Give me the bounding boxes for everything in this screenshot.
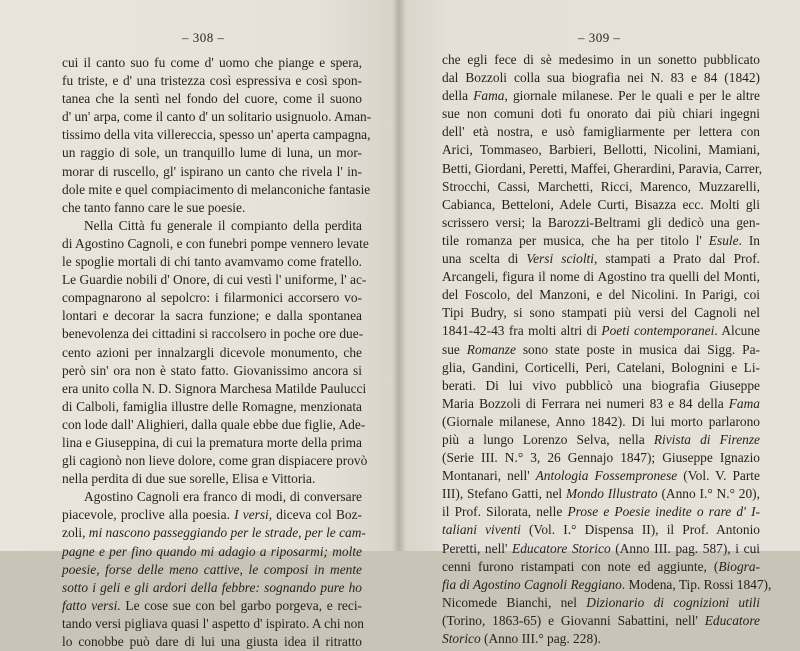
text-line: della Fama, giornale milanese. Per le quali e per le altre: [442, 88, 760, 104]
text-line: sotto i geli e gli ardori della febbre: sognando pure ho: [62, 579, 362, 595]
text-line: scrissero versi; la Barozzi-Beltrami gli dedicò una gen-: [442, 214, 760, 230]
text-line: Nella Città fu generale il compianto della perdita: [84, 217, 362, 233]
text-line: che tanto fanno care le sue poesie.: [62, 199, 246, 215]
text-line: con lode dall' Alighieri, dalla quale ebbe due figlie, Ade-: [62, 416, 366, 432]
text-line: zoli, mi nascono passeggiando per le strade, per le cam-: [62, 525, 366, 541]
text-line: però sin' ora non è stato fatto. Giovanissimo ancora si: [62, 362, 362, 378]
right-page: [398, 0, 800, 646]
book-gutter: [392, 0, 406, 551]
text-line: lo conobbe può dare di lui una giusta idea il ritratto: [62, 634, 362, 649]
text-line: che egli fece di sè medesimo in un sonetto pubblicato: [442, 52, 760, 67]
text-line: fu triste, e d' una tristezza così espressiva e così spon-: [62, 73, 362, 89]
text-line: nella perdita di due sue sorelle, Elisa e Vittoria.: [62, 471, 316, 487]
text-line: Montanari, nell' Antologia Fossempronese (Vol. V. Parte: [442, 468, 760, 484]
page-number-right: – 309 –: [578, 30, 621, 45]
right-page-text: [442, 51, 772, 648]
text-line: Peretti, nell' Educatore Storico (Anno III. pag. 587), i cui: [442, 540, 760, 556]
text-line: Nicomede Bianchi, nel Dizionario di cognizioni utili: [442, 594, 760, 610]
text-line: benevolenza dei cittadini si raccolsero in poche ore due-: [62, 326, 364, 342]
text-line: del Foscolo, del Manzoni, e del Nicolini. In Parigi, coi: [442, 287, 760, 303]
text-line: il Prof. Silorata, nelle Prose e Poesie inedite o rare d' I-: [442, 504, 760, 520]
text-line: lontari e decorar la sacra funzione; e dalla spontanea: [62, 308, 362, 324]
text-line: 1841-42-43 fra molti altri di Poeti contemporanei. Alcune: [442, 323, 760, 339]
text-line: cento azioni per innalzargli dicevole monumento, che: [62, 344, 362, 360]
text-line: un raggio di sole, un tranquillo lume di luna, un mor-: [62, 145, 362, 161]
text-line: dell' età nostra, e usò famigliarmente per lettera con: [442, 124, 760, 140]
page-number-left: – 308 –: [182, 30, 225, 45]
text-line: Agostino Cagnoli era franco di modi, di conversare: [84, 489, 362, 505]
text-line: poesie, forse delle meno cattive, le composi in mente: [62, 561, 363, 577]
text-line: tando versi pigliava quasi l' aspetto d' ispirato. A chi non: [62, 615, 364, 631]
text-line: sue non comuni doti fu onorato dai più chiari ingegni: [442, 106, 760, 122]
text-line: (Torino, 1863-65) e Giovanni Sabattini, nell' Educatore: [442, 612, 760, 628]
text-line: tanea che la sentì nel fondo del cuore, come il suono: [62, 91, 362, 107]
text-line: Maria Bozzoli di Ferrara nei numeri 83 e 84 della Fama: [442, 395, 760, 411]
text-line: morar di ruscello, gl' ispirano un canto che rivela l' in-: [62, 163, 362, 179]
text-line: taliani viventi (Vol. I.° Dispensa II), il Prof. Antonio: [442, 522, 760, 538]
text-line: dal Bozzoli colla sua biografia nei N. 83 e 84 (1842): [442, 70, 760, 86]
text-line: III), Stefano Gatti, nel Mondo Illustrato (Anno I.° N.° 20),: [442, 486, 760, 502]
text-line: tile romanza per musica, che ha per titolo l' Esule. In: [442, 232, 760, 248]
text-line: pagne e per fino quando mi adagio a riposarmi; molte: [62, 543, 362, 559]
text-line: compagnarono al sepolcro: i filarmonici accorsero vo-: [62, 290, 362, 306]
text-line: Tipi Budry, si sono stampati più versi del Cagnoli nel: [442, 305, 760, 321]
left-page-text: [62, 54, 372, 651]
text-line: berati. Di lui vivo pubblicò una biografia Giuseppe: [442, 377, 760, 393]
text-line: cenni furono ristampati con note ed aggiunte, (Biogra-: [442, 558, 760, 574]
text-line: glia, Gandini, Corticelli, Peri, Catelani, Bolognini e Li-: [442, 359, 760, 375]
text-line: cui il canto suo fu come d' uomo che piange e spera,: [62, 55, 362, 70]
text-line: Storico (Anno III.° pag. 228).: [442, 631, 601, 646]
text-line: le spoglie mortali di chi tanto avamvamo come fratello.: [62, 254, 362, 270]
text-line: sue Romanze sono state poste in musica dai Sigg. Pa-: [442, 341, 760, 357]
text-line: fia di Agostino Cagnoli Reggiano. Modena, Tip. Rossi 1847),: [442, 576, 772, 592]
left-page: [0, 0, 398, 649]
text-line: di Calboli, famiglia illustre delle Romagne, menzionata: [62, 398, 362, 414]
text-line: Strocchi, Cassi, Marchetti, Ricci, Marenco, Muzzarelli,: [442, 178, 760, 194]
text-line: (Giornale milanese, Anno 1842). Di lui morto parlarono: [442, 413, 760, 429]
text-line: (Serie III. N.° 3, 26 Gennajo 1847); Giuseppe Ignazio: [442, 450, 760, 466]
text-line: era unito colla N. D. Signora Marchesa Matilde Paulucci: [62, 380, 367, 396]
text-line: di Agostino Cagnoli, e con funebri pompe vennero levate: [62, 235, 369, 251]
text-line: tissimo della vita villereccia, spesso un' aperta campagna,: [62, 127, 371, 143]
text-line: Arcangeli, figura il nome di Agostino tra quelli del Monti,: [442, 269, 760, 285]
text-line: lina e Giuseppina, di cui la prematura morte della prima: [62, 434, 362, 450]
text-line: una scelta di Versi sciolti, stampati a Prato dal Prof.: [442, 251, 761, 267]
text-line: Betti, Giordani, Peretti, Maffei, Gherardini, Paravia, Carrer,: [442, 160, 763, 176]
text-line: gli cagionò non lieve dolore, come gran dispiacere provò: [62, 453, 368, 469]
text-line: Le Guardie nobili d' Onore, di cui vestì l' uniforme, l' ac-: [62, 272, 367, 288]
text-line: dole mite e quel compiacimento di melanconiche fantasie: [62, 181, 371, 197]
text-line: fatto versi. Le cose sue con bel garbo porgeva, e reci-: [62, 597, 362, 613]
text-line: d' un' arpa, come il canto d' un solitario usignuolo. Aman-: [62, 109, 372, 125]
text-line: più a lungo Lorenzo Selva, nella Rivista di Firenze: [442, 431, 760, 447]
text-line: Arici, Tommaseo, Barbieri, Bellotti, Nicolini, Mamiani,: [442, 142, 760, 158]
text-line: Cabianca, Betteloni, Adele Curti, Bisazza ecc. Molti gli: [442, 196, 760, 212]
text-line: piacevole, proclive alla poesia. I versi, diceva col Boz-: [62, 507, 362, 523]
